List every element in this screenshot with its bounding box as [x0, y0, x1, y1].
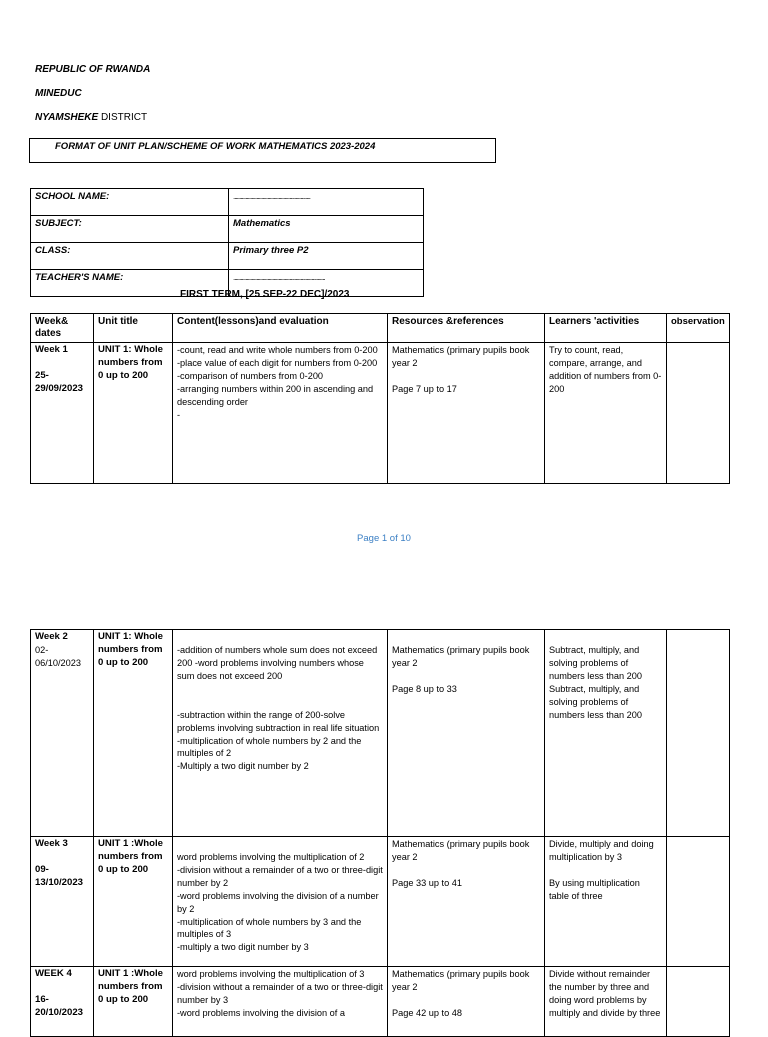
- activities-cell: Divide, multiply and doing multiplication by 3 By using multiplication table of three: [545, 837, 667, 967]
- table-row: [31, 630, 730, 837]
- class-label: CLASS:: [31, 243, 229, 270]
- unit-cell: UNIT 1: Whole numbers from 0 up to 200: [94, 343, 173, 484]
- teacher-label: TEACHER'S NAME:: [31, 270, 229, 297]
- content-cell: word problems involving the multiplication of 3 -division without a remainder of a two or three-digit number by 3 -word problems involving the division of a: [173, 967, 388, 1037]
- observation-cell: [667, 630, 730, 837]
- observation-cell: [667, 967, 730, 1037]
- subject-label: SUBJECT:: [31, 216, 229, 243]
- resources-cell: Mathematics (primary pupils book year 2 Page 8 up to 33: [388, 630, 545, 837]
- info-table: [30, 188, 424, 297]
- observation-cell: [667, 343, 730, 484]
- district-line: [35, 112, 147, 123]
- country-line: REPUBLIC OF RWANDA: [35, 64, 151, 75]
- class-value: Primary three P2: [229, 243, 424, 270]
- resources-cell: Mathematics (primary pupils book year 2 Page 42 up to 48: [388, 967, 545, 1037]
- scheme-table-page1: [30, 313, 730, 484]
- week-cell: Week 2 02-06/10/2023: [31, 630, 94, 837]
- document-title: FORMAT OF UNIT PLAN/SCHEME OF WORK MATHEMATICS 2023-2024: [29, 138, 496, 163]
- week-cell: WEEK 4 16-20/10/2023: [31, 967, 94, 1037]
- teacher-value: ...........................................................................: [229, 270, 424, 297]
- content-cell: -count, read and write whole numbers from 0-200 -place value of each digit for numbers from 0-200 -comparison of numbers from 0-200 -arranging numbers within 200 in ascending and descending order -: [173, 343, 388, 484]
- unit-cell: UNIT 1 :Whole numbers from 0 up to 200: [94, 837, 173, 967]
- unit-cell: UNIT 1: Whole numbers from 0 up to 200: [94, 630, 173, 837]
- col-activities: Learners 'activities: [545, 314, 667, 343]
- table-row: [31, 967, 730, 1037]
- content-cell: -addition of numbers whole sum does not exceed 200 -word problems involving numbers whose sum does not exceed 200 -subtraction within the range of 200-solve problems involving subtraction in real life situation -multiplication of whole numbers by 2 and the multiples of 2 -Multiply a two digit number by 2: [173, 630, 388, 837]
- col-observation: observation: [667, 314, 730, 343]
- resources-cell: Mathematics (primary pupils book year 2 Page 7 up to 17: [388, 343, 545, 484]
- week-cell: Week 3 09-13/10/2023: [31, 837, 94, 967]
- district-name: NYAMSHEKE: [35, 112, 99, 123]
- unit-cell: UNIT 1 :Whole numbers from 0 up to 200: [94, 967, 173, 1037]
- col-content: Content(lessons)and evaluation: [173, 314, 388, 343]
- page-number: Page 1 of 10: [357, 533, 411, 544]
- district-word: DISTRICT: [100, 112, 148, 123]
- week-cell: Week 1 25-29/09/2023: [31, 343, 94, 484]
- col-resources: Resources &references: [388, 314, 545, 343]
- activities-cell: Divide without remainder the number by three and doing word problems by multiply and divide by three: [545, 967, 667, 1037]
- col-unit: Unit title: [94, 314, 173, 343]
- table-row: [31, 837, 730, 967]
- school-label: SCHOOL NAME:: [31, 189, 229, 216]
- ministry-line: MINEDUC: [35, 88, 82, 99]
- table-row: [31, 343, 730, 484]
- activities-cell: Try to count, read, compare, arrange, and addition of numbers from 0-200: [545, 343, 667, 484]
- col-week: Week& dates: [31, 314, 94, 343]
- observation-cell: [667, 837, 730, 967]
- resources-cell: Mathematics (primary pupils book year 2 Page 33 up to 41: [388, 837, 545, 967]
- activities-cell: Subtract, multiply, and solving problems of numbers less than 200 Subtract, multiply, and solving problems of numbers less than 200: [545, 630, 667, 837]
- scheme-table-page2: [30, 629, 730, 1037]
- subject-value: Mathematics: [229, 216, 424, 243]
- content-cell: word problems involving the multiplication of 2 -division without a remainder of a two or three-digit number by 2 -word problems involving the division of a number by 2 -multiplication of whole numbers by 3 and the multiples of 3 -multiply a two digit number by 3: [173, 837, 388, 967]
- term-heading: FIRST TERM, [25 SEP-22 DEC]/2023: [180, 289, 350, 300]
- school-value: ...............................................................: [229, 189, 424, 216]
